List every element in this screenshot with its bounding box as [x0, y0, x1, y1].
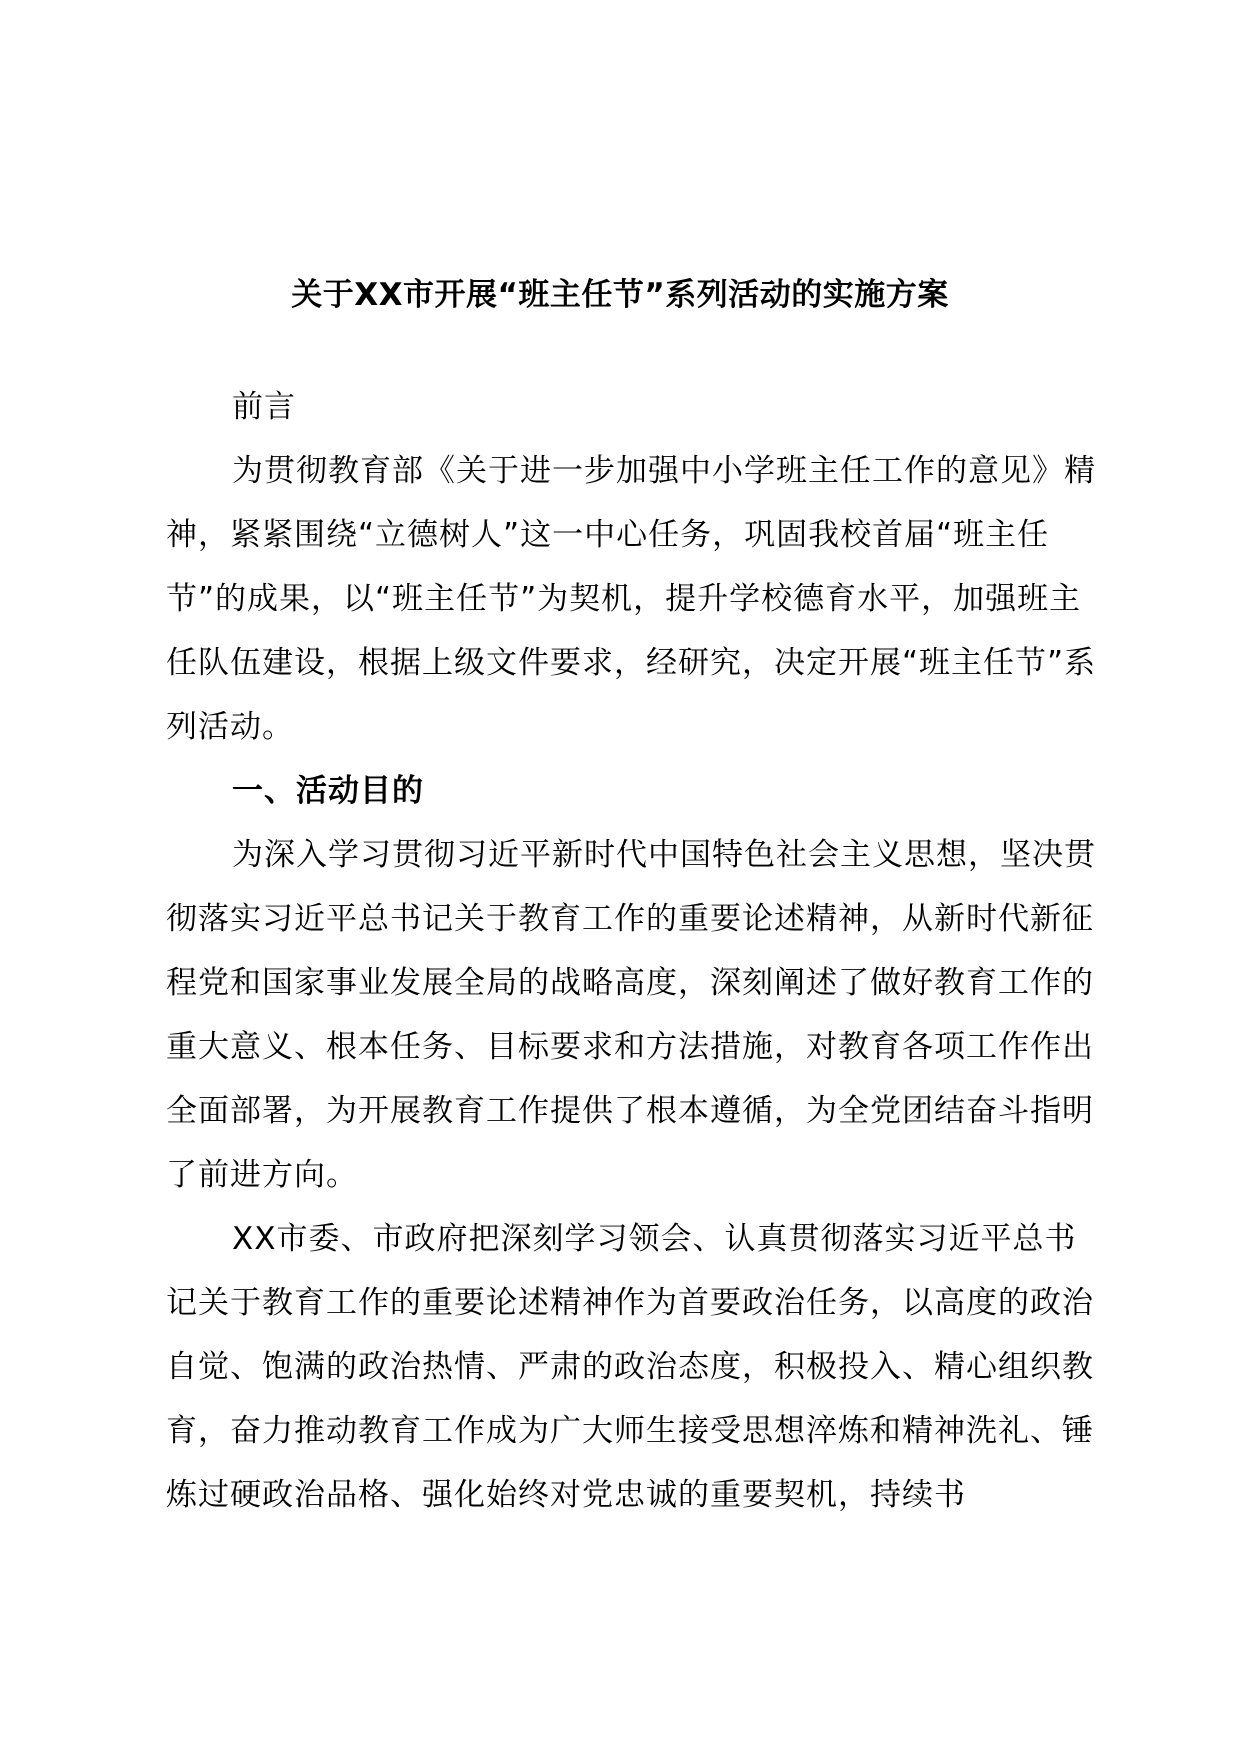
document-body — [166, 375, 1101, 1527]
document-title: 关于XX市开展“班主任节”系列活动的实施方案 — [291, 277, 949, 313]
section-heading-purpose: 一、活动目的 — [232, 773, 424, 809]
section1-paragraph-1: 为深入学习贯彻习近平新时代中国特色社会主义思想，坚决贯彻落实习近平总书记关于教育工作的重要论述精神，从新时代新征程党和国家事业发展全局的战略高度，深刻阐述了做好教育工作的重大意义、根本任务、目标要求和方法措施，对教育各项工作作出全面部署，为开展教育工作提供了根本遵循，为全党团结奋斗指明了前进方向。 — [166, 837, 1096, 1193]
preface-paragraph: 为贯彻教育部《关于进一步加强中小学班主任工作的意见》精神，紧紧围绕“立德树人”这一中心任务，巩固我校首届“班主任节”的成果，以“班主任节”为契机，提升学校德育水平，加强班主任队伍建设，根据上级文件要求，经研究，决定开展“班主任节”系列活动。 — [166, 453, 1097, 745]
preface-label: 前言 — [232, 389, 296, 425]
section1-paragraph-2: XX市委、市政府把深刻学习领会、认真贯彻落实习近平总书记关于教育工作的重要论述精神作为首要政治任务，以高度的政治自觉、饱满的政治热情、严肃的政治态度，积极投入、精心组织教育，奋力推动教育工作成为广大师生接受思想淬炼和精神洗礼、锤炼过硬政治品格、强化始终对党忠诚的重要契机，持续书 — [166, 1221, 1094, 1513]
